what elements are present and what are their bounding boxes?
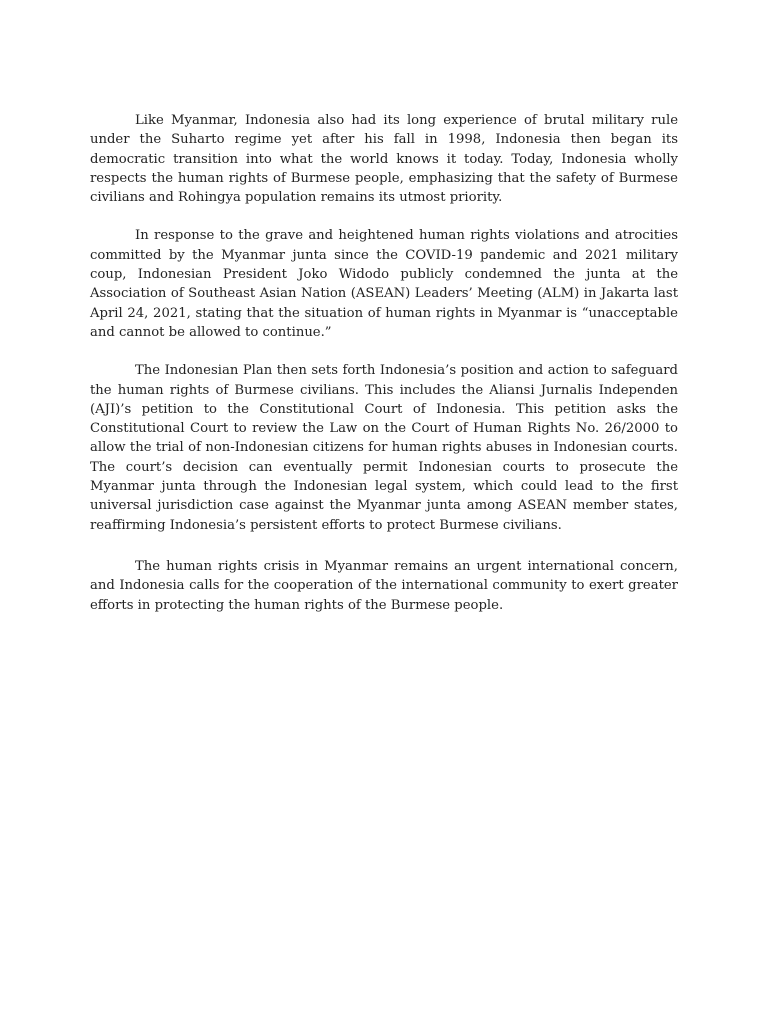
paragraph-suharto-history: Like Myanmar, Indonesia also had its long experience of brutal military rule under the Suharto regime yet after his fall in 1998, Indonesia then began its democratic transition into what the world knows it today. Today, Indonesia wholly respects the human rights of Burmese people, emphasizing that the safety of Burmese civilians and Rohingya population remains its utmost priority. (90, 113, 678, 206)
document-body (90, 111, 678, 615)
paragraph-indonesian-plan: The Indonesian Plan then sets forth Indonesia’s position and action to safeguard the human rights of Burmese civilians. This includes the Aliansi Jurnalis Independen (AJI)’s petition to the Constitutional Court of Indonesia. This petition asks the Constitutional Court to review the Law on the Court of Human Rights No. 26/2000 to allow the trial of non-Indonesian citizens for human rights abuses in Indonesian courts. The court’s decision can eventually permit Indonesian courts to prosecute the Myanmar junta through the Indonesian legal system, which could lead to the first universal jurisdiction case against the Myanmar junta among ASEAN member states, reaffirming Indonesia’s persistent efforts to protect Burmese civilians. (90, 363, 678, 533)
paragraph-call-for-cooperation: The human rights crisis in Myanmar remains an urgent international concern, and Indonesia calls for the cooperation of the international community to exert greater efforts in protecting the human rights of the Burmese people. (90, 558, 678, 613)
paragraph-widodo-condemnation: In response to the grave and heightened human rights violations and atrocities committed by the Myanmar junta since the COVID-19 pandemic and 2021 military coup, Indonesian President Joko Widodo publicly condemned the junta at the Association of Southeast Asian Nation (ASEAN) Leaders’ Meeting (ALM) in Jakarta last April 24, 2021, stating that the situation of human rights in Myanmar is “unacceptable and cannot be allowed to continue.” (90, 228, 678, 340)
